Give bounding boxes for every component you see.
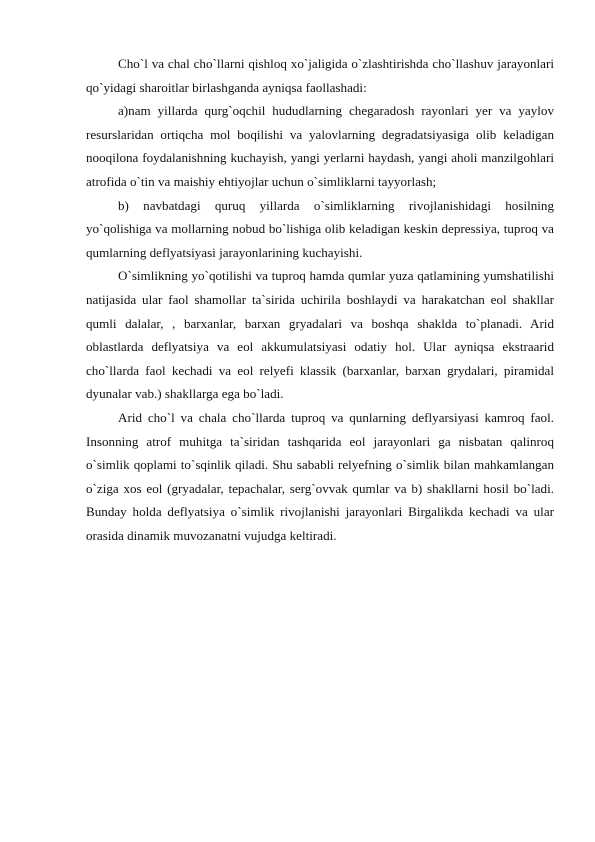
paragraph-item-a: a)nam yillarda qurg`oqchil hududlarning chegaradosh rayonlari yer va yaylov resurslaridan ortiqcha mol boqilishi va yalovlarning degradatsiyasiga olib keladigan nooqilona foydalanishning kuchayish, yangi yerlarni haydash, yangi aholi manzilgohlari atrofida o`tin va maishiy ehtiyojlar uchun o`simliklarni tayyorlash; — [86, 103, 554, 189]
paragraph-arid-deserts: Arid cho`l va chala cho`llarda tuproq va qunlarning deflyarsiyasi kamroq faol. Insonning atrof muhitga ta`siridan tashqarida eol jarayonlari ga nisbatan qalinroq o`simlik qoplami to`sqinlik qiladi. Shu sababli relyefning o`simlik bilan mahkamlangan o`ziga xos eol (gryadalar, tepachalar, serg`ovvak qumlar va b) shakllarni hosil bo`ladi. Bunday holda deflyatsiya o`simlik rivojlanishi jarayonlari Birgalikda kechadi va ular orasida dinamik muvozanatni vujudga keltiradi. — [86, 409, 554, 543]
paragraph-item-b: b) navbatdagi quruq yillarda o`simliklarning rivojlanishidagi hosilning yo`qolishiga va mollarning nobud bo`lishiga olib keladigan keskin depressiya, tuproq va qumlarning deflyatsiyasi jarayonlarining kuchayishi. — [86, 197, 554, 260]
document-body — [86, 52, 554, 547]
paragraph-intro: Cho`l va chal cho`llarni qishloq xo`jaligida o`zlashtirishda cho`llashuv jarayonlari qo`yidagi sharoitlar birlashganda ayniqsa faollashadi: — [86, 56, 554, 95]
paragraph-vegetation-loss: O`simlikning yo`qotilishi va tuproq hamda qumlar yuza qatlamining yumshatilishi natijasida ular faol shamollar ta`sirida uchirila boshlaydi va harakatchan eol shakllar qumli dalalar, , barxanlar, barxan gryadalari va boshqa shaklda to`planadi. Arid oblastlarda deflyatsiya va eol akkumulatsiyasi odatiy hol. Ular ayniqsa ekstraarid cho`llarda faol kechadi va eol relyefi klassik (barxanlar, barxan grydalari, piramidal dyunalar vab.) shakllarga ega bo`ladi. — [86, 268, 554, 402]
